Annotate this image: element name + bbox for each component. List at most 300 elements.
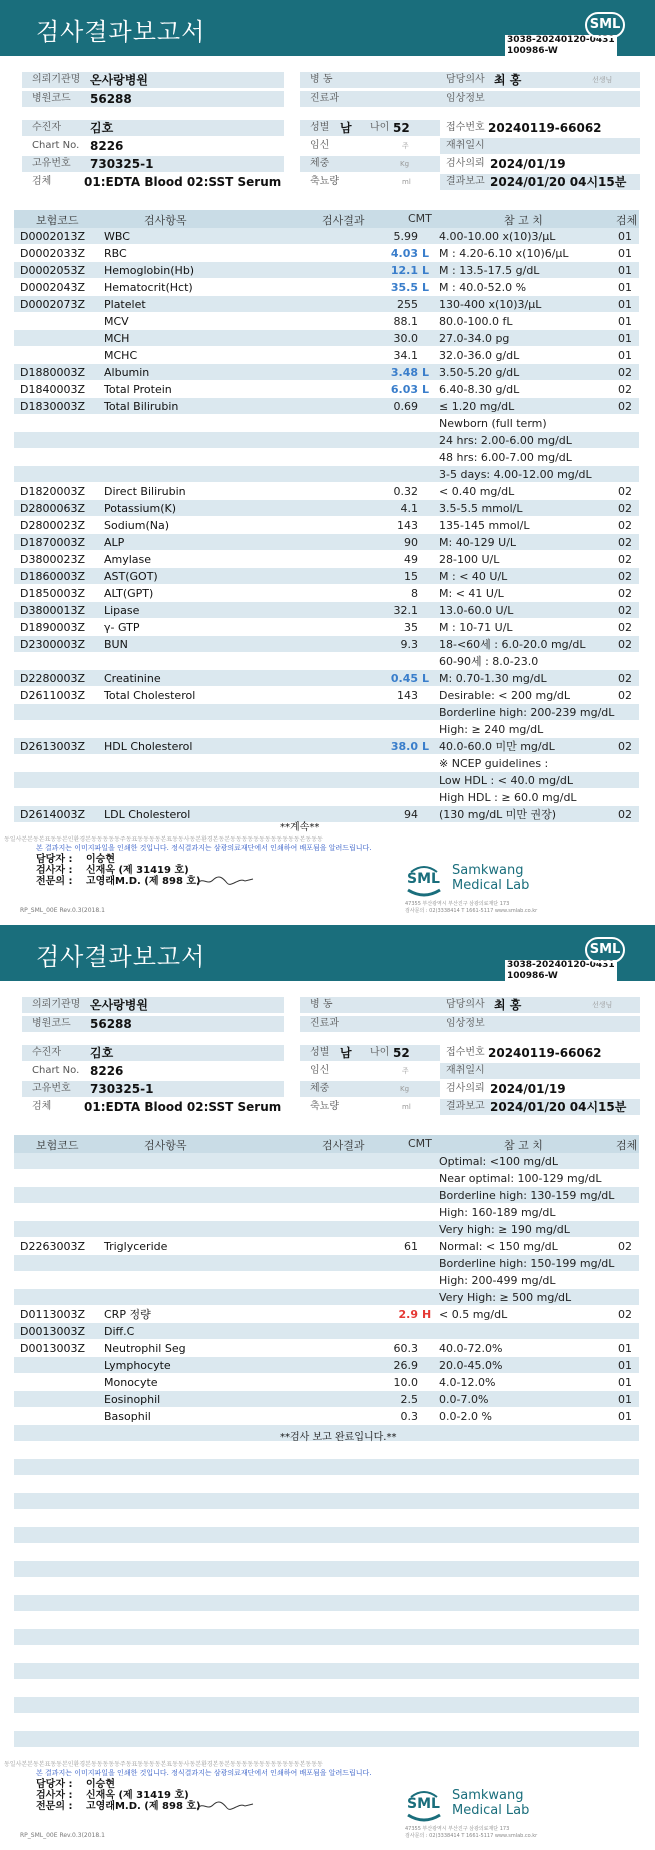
table-row [14, 1408, 639, 1425]
table-row [14, 1510, 639, 1527]
sml-mark-text: SML [407, 871, 440, 887]
table-row [14, 1544, 639, 1561]
report-header [0, 0, 655, 56]
table-row [14, 1476, 639, 1493]
col-result: 검사결과 [322, 214, 365, 227]
row-result: 143 [397, 689, 418, 702]
report-label: 결과보고 [446, 1101, 485, 1112]
row-reference: 40.0-72.0% [439, 1342, 503, 1355]
table-row [14, 1153, 639, 1170]
row-reference: M : 40.0-52.0 % [439, 281, 527, 294]
row-code: D0002053Z [20, 264, 85, 277]
table-row [14, 262, 639, 279]
table-row [14, 483, 639, 500]
row-test-name: MCV [104, 315, 129, 328]
receipt-label: 접수번호 [446, 1047, 485, 1058]
preg-unit: 주 [402, 142, 409, 150]
row-result: 2.5 [400, 1393, 418, 1406]
sex: 남 [340, 1046, 352, 1060]
table-row [14, 619, 639, 636]
row-reference: 130-400 x(10)3/μL [439, 298, 542, 311]
table-row [14, 806, 639, 823]
report-title: 검사결과보고서 [36, 943, 206, 971]
sml-logo: SML [585, 12, 625, 38]
row-code: D0002073Z [20, 298, 85, 311]
table-row [14, 1255, 639, 1272]
table-row [14, 398, 639, 415]
col-code: 보험코드 [36, 214, 79, 227]
report-header [0, 925, 655, 981]
row-specimen: 02 [618, 621, 632, 634]
row-test-name: Lymphocyte [104, 1359, 171, 1372]
table-row [14, 1697, 639, 1714]
table-row [14, 772, 639, 789]
table-row [14, 1629, 639, 1646]
lab-contact: 검사문의 : 02)3338414 T 1661-5117 www.smlab.co.kr [405, 1833, 538, 1839]
urine-unit: ml [402, 1103, 411, 1111]
row-specimen: 01 [618, 1376, 632, 1389]
weight-label: 체중 [310, 1083, 330, 1094]
row-code: D1820003Z [20, 485, 85, 498]
row-reference: < 0.5 mg/dL [439, 1308, 508, 1321]
row-test-name: HDL Cholesterol [104, 740, 193, 753]
ward-label: 병 동 [310, 74, 333, 85]
doctor: 최 홍 [494, 998, 522, 1012]
row-code: D1890003Z [20, 621, 85, 634]
doc-number: 3038-20240120-0431 100986-W [507, 960, 615, 981]
table-row [14, 1578, 639, 1595]
row-test-name: Creatinine [104, 672, 161, 685]
table-row [14, 653, 639, 670]
row-specimen: 02 [618, 1308, 632, 1321]
row-test-name: MCHC [104, 349, 138, 362]
specimen-label: 검체 [32, 176, 52, 187]
row-reference: ≤ 1.20 mg/dL [439, 400, 515, 413]
table-row [14, 534, 639, 551]
row-test-name: γ- GTP [104, 621, 140, 634]
row-reference: M : 10-71 U/L [439, 621, 513, 634]
row-code: D1860003Z [20, 570, 85, 583]
row-result: 0.3 [400, 1410, 418, 1423]
row-test-name: Albumin [104, 366, 150, 379]
row-specimen: 02 [618, 689, 632, 702]
row-test-name: Sodium(Na) [104, 519, 169, 532]
table-row [14, 1357, 639, 1374]
table-row [14, 721, 639, 738]
sml-lab-logo [405, 1785, 555, 1825]
row-result: 3.48 [390, 366, 418, 379]
table-row [14, 364, 639, 381]
row-specimen: 02 [618, 740, 632, 753]
row-test-name: Neutrophil Seg [104, 1342, 186, 1355]
row-result: 26.9 [393, 1359, 418, 1372]
row-code: D2800023Z [20, 519, 85, 532]
table-row [14, 789, 639, 806]
recollect-label: 재취일시 [446, 1065, 485, 1076]
recollect-label: 재취일시 [446, 140, 485, 151]
id-no: 730325-1 [90, 157, 154, 171]
row-result: 38.0 [390, 740, 418, 753]
row-result: 4.03 [390, 247, 418, 260]
lab-address: 47355 부산광역시 부산진구 삼광의료재단 173 [405, 1826, 510, 1832]
row-specimen: 01 [618, 1410, 632, 1423]
row-reference: Borderline high: 200-239 mg/dL [439, 706, 615, 719]
row-specimen: 01 [618, 1359, 632, 1372]
hospital-code: 56288 [90, 92, 132, 106]
col-name: 검사항목 [144, 214, 187, 227]
row-specimen: 01 [618, 315, 632, 328]
row-specimen: 02 [618, 519, 632, 532]
doctor-suffix: 선생님 [592, 76, 613, 84]
table-row [14, 432, 639, 449]
table-row [14, 1340, 639, 1357]
specialist-line: 전문의 : 고영래M.D. (제 898 호) [36, 876, 201, 887]
row-specimen: 02 [618, 672, 632, 685]
table-row [14, 1493, 639, 1510]
row-test-name: Platelet [104, 298, 146, 311]
row-reference: M: < 41 U/L [439, 587, 504, 600]
table-row [14, 500, 639, 517]
specimen: 01:EDTA Blood 02:SST Serum [84, 1100, 282, 1114]
table-row [14, 1187, 639, 1204]
preg-label: 임신 [310, 140, 330, 151]
row-result: 9.3 [400, 638, 418, 651]
row-reference: 13.0-60.0 U/L [439, 604, 514, 617]
results-table-body [14, 228, 639, 823]
id-label: 고유번호 [32, 1083, 71, 1094]
table-row [14, 670, 639, 687]
table-row [14, 245, 639, 262]
report-date: 2024/01/20 04시15분 [490, 175, 627, 189]
receipt-no: 20240119-66062 [488, 1046, 602, 1060]
results-table-header [14, 210, 639, 228]
sex: 남 [340, 121, 352, 135]
person-line: 담당자 : 이승현 [36, 1779, 115, 1790]
row-test-name: Basophil [104, 1410, 151, 1423]
row-reference: < 0.40 mg/dL [439, 485, 515, 498]
age: 52 [393, 121, 410, 135]
hospital-code: 56288 [90, 1017, 132, 1031]
report-page-2 [0, 925, 655, 1850]
patient-name: 김호 [90, 1046, 114, 1060]
row-reference: 0.0-2.0 % [439, 1410, 492, 1423]
row-specimen: 02 [618, 485, 632, 498]
id-no: 730325-1 [90, 1082, 154, 1096]
table-row [14, 1612, 639, 1629]
table-row [14, 551, 639, 568]
row-test-name: Hematocrit(Hct) [104, 281, 193, 294]
row-code: D2611003Z [20, 689, 85, 702]
row-specimen: 02 [618, 587, 632, 600]
row-specimen: 01 [618, 281, 632, 294]
table-row [14, 1289, 639, 1306]
row-reference: High: ≥ 240 mg/dL [439, 723, 544, 736]
footer-note: 본 결과지는 이미지파일을 인쇄한 것입니다. 정식결과지는 삼광의료재단에서 인쇄하여 배포됨을 알려드립니다. [36, 1769, 372, 1777]
row-specimen: 01 [618, 1342, 632, 1355]
row-reference: M : 4.20-6.10 x(10)6/μL [439, 247, 569, 260]
row-code: D2300003Z [20, 638, 85, 651]
report-footer [0, 834, 655, 914]
row-result: 0.45 [390, 672, 418, 685]
row-code: D1840003Z [20, 383, 85, 396]
sml-lab-logo [405, 860, 555, 900]
results-table-body [14, 1153, 639, 1748]
table-row [14, 1731, 639, 1748]
table-row [14, 1680, 639, 1697]
row-code: D0113003Z [20, 1308, 85, 1321]
col-chk: 검체 [616, 214, 638, 227]
row-code: D0002043Z [20, 281, 85, 294]
row-test-name: AST(GOT) [104, 570, 158, 583]
row-test-name: BUN [104, 638, 128, 651]
table-row [14, 1374, 639, 1391]
row-result: 60.3 [393, 1342, 418, 1355]
table-row [14, 636, 639, 653]
lab-name: Samkwang Medical Lab [452, 863, 530, 893]
table-row [14, 1714, 639, 1731]
age-label: 나이 [370, 122, 390, 133]
row-specimen: 02 [618, 400, 632, 413]
row-specimen: 01 [618, 298, 632, 311]
sex-label: 성별 [310, 1047, 330, 1058]
patient-label: 수진자 [32, 1047, 61, 1058]
row-specimen: 02 [618, 553, 632, 566]
weight-unit: Kg [400, 160, 410, 168]
footer-note: 본 결과지는 이미지파일을 인쇄한 것입니다. 정식결과지는 삼광의료재단에서 인쇄하여 배포됨을 알려드립니다. [36, 844, 372, 852]
row-code: D3800023Z [20, 553, 85, 566]
row-result: 61 [404, 1240, 418, 1253]
table-row [14, 415, 639, 432]
row-reference: 3.5-5.5 mmol/L [439, 502, 523, 515]
report-date: 2024/01/20 04시15분 [490, 1100, 627, 1114]
row-code: D2613003Z [20, 740, 85, 753]
receipt-no: 20240119-66062 [488, 121, 602, 135]
doctor: 최 홍 [494, 73, 522, 87]
table-row [14, 687, 639, 704]
lab-name: Samkwang Medical Lab [452, 1788, 530, 1818]
id-label: 고유번호 [32, 158, 71, 169]
row-reference: 80.0-100.0 fL [439, 315, 513, 328]
table-row [14, 1561, 639, 1578]
table-row [14, 381, 639, 398]
doctor-suffix: 선생님 [592, 1001, 613, 1009]
report-label: 결과보고 [446, 176, 485, 187]
row-test-name: Total Cholesterol [104, 689, 196, 702]
results-table-header [14, 1135, 639, 1153]
doc-number: 3038-20240120-0431 100986-W [507, 35, 615, 56]
row-test-name: Direct Bilirubin [104, 485, 186, 498]
row-code: D2280003Z [20, 672, 85, 685]
hospital-code-label: 병원코드 [32, 1018, 71, 1029]
table-row [14, 1170, 639, 1187]
row-specimen: 01 [618, 332, 632, 345]
specimen-label: 검체 [32, 1101, 52, 1112]
table-row [14, 568, 639, 585]
row-specimen: 01 [618, 247, 632, 260]
age-label: 나이 [370, 1047, 390, 1058]
row-result: 5.99 [393, 230, 418, 243]
table-row [14, 347, 639, 364]
dept-label: 진료과 [310, 1018, 339, 1029]
row-reference: M : < 40 U/L [439, 570, 508, 583]
row-result: 8 [411, 587, 418, 600]
urine-unit: ml [402, 178, 411, 186]
row-reference: 32.0-36.0 g/dL [439, 349, 520, 362]
lab-address: 47355 부산광역시 부산진구 삼광의료재단 173 [405, 901, 510, 907]
col-cmt: CMT [408, 212, 432, 225]
row-result: 10.0 [393, 1376, 418, 1389]
chart-label: Chart No. [32, 1065, 80, 1076]
table-row [14, 1595, 639, 1612]
row-reference: Normal: < 150 mg/dL [439, 1240, 558, 1253]
table-row [14, 1459, 639, 1476]
row-reference: Borderline high: 130-159 mg/dL [439, 1189, 615, 1202]
row-specimen: 02 [618, 604, 632, 617]
table-row [14, 1663, 639, 1680]
row-reference: M: 0.70-1.30 mg/dL [439, 672, 547, 685]
row-result: 49 [404, 553, 418, 566]
sml-logo: SML [585, 937, 625, 963]
row-specimen: 02 [618, 536, 632, 549]
sml-mark-text: SML [407, 1796, 440, 1812]
clinical-label: 임상정보 [446, 1018, 485, 1029]
examiner-line: 검사자 : 신재옥 (제 31419 호) [36, 865, 189, 876]
row-code: D0002013Z [20, 230, 85, 243]
form-code: RP_SML_00E Rev.0.3(2018.1 [20, 907, 105, 914]
row-code: D2800063Z [20, 502, 85, 515]
col-result: 검사결과 [322, 1139, 365, 1152]
specialist-line: 전문의 : 고영래M.D. (제 898 호) [36, 1801, 201, 1812]
row-result: 30.0 [393, 332, 418, 345]
row-reference: 40.0-60.0 미만 mg/dL [439, 740, 555, 753]
row-result: 2.9 [398, 1308, 418, 1321]
row-test-name: Eosinophil [104, 1393, 161, 1406]
row-test-name: Triglyceride [104, 1240, 168, 1253]
institution: 온사랑병원 [90, 73, 148, 87]
row-specimen: 02 [618, 383, 632, 396]
institution-label: 의뢰기관명 [32, 999, 81, 1010]
row-code: D1850003Z [20, 587, 85, 600]
form-code: RP_SML_00E Rev.0.3(2018.1 [20, 1832, 105, 1839]
row-reference: Very high: ≥ 190 mg/dL [439, 1223, 570, 1236]
row-reference: M : 13.5-17.5 g/dL [439, 264, 540, 277]
row-reference: 48 hrs: 6.00-7.00 mg/dL [439, 451, 572, 464]
chart-no: 8226 [90, 1064, 124, 1078]
row-reference: 0.0-7.0% [439, 1393, 489, 1406]
row-reference: 4.00-10.00 x(10)3/μL [439, 230, 556, 243]
row-code: D3800013Z [20, 604, 85, 617]
table-row [14, 585, 639, 602]
preg-unit: 주 [402, 1067, 409, 1075]
specimen: 01:EDTA Blood 02:SST Serum [84, 175, 282, 189]
row-specimen: 02 [618, 1240, 632, 1253]
table-row [14, 1391, 639, 1408]
row-result: 88.1 [393, 315, 418, 328]
row-result: 255 [397, 298, 418, 311]
col-cmt: CMT [408, 1137, 432, 1150]
table-row [14, 279, 639, 296]
signature-image [195, 874, 255, 888]
doctor-label: 담당의사 [446, 74, 485, 85]
row-test-name: Amylase [104, 553, 152, 566]
hospital-code-label: 병원코드 [32, 93, 71, 104]
row-code: D1830003Z [20, 400, 85, 413]
doctor-label: 담당의사 [446, 999, 485, 1010]
row-reference: 18-<60세 : 6.0-20.0 mg/dL [439, 638, 586, 651]
report-complete-marker: **검사 보고 완료입니다.** [280, 1432, 397, 1443]
table-row [14, 1527, 639, 1544]
table-row [14, 1646, 639, 1663]
row-result: 34.1 [393, 349, 418, 362]
footer-dots: 동일사본본동본표동동본인환경본동동동동동주동표동동동동본표동동사동본환경본동본동동동동동동동동동동동동본동동동 [4, 836, 323, 843]
row-result: 35.5 [390, 281, 418, 294]
row-test-name: MCH [104, 332, 130, 345]
request-date: 2024/01/19 [490, 157, 566, 171]
lab-contact: 검사문의 : 02)3338414 T 1661-5117 www.smlab.co.kr [405, 908, 538, 914]
row-specimen: 02 [618, 638, 632, 651]
row-result: 4.1 [400, 502, 418, 515]
row-reference: Very High: ≥ 500 mg/dL [439, 1291, 572, 1304]
row-result: 32.1 [393, 604, 418, 617]
row-test-name: ALT(GPT) [104, 587, 154, 600]
row-flag: L [422, 264, 430, 277]
row-specimen: 02 [618, 570, 632, 583]
table-row [14, 466, 639, 483]
table-row [14, 228, 639, 245]
table-row [14, 517, 639, 534]
row-reference: Newborn (full term) [439, 417, 547, 430]
table-row [14, 1442, 639, 1459]
table-row [14, 602, 639, 619]
row-reference: 6.40-8.30 g/dL [439, 383, 520, 396]
continue-marker: **계속** [280, 822, 320, 833]
table-row [14, 704, 639, 721]
table-row [14, 1204, 639, 1221]
institution: 온사랑병원 [90, 998, 148, 1012]
chart-no: 8226 [90, 139, 124, 153]
row-reference: 4.0-12.0% [439, 1376, 496, 1389]
row-reference: Borderline high: 150-199 mg/dL [439, 1257, 615, 1270]
row-reference: Optimal: <100 mg/dL [439, 1155, 558, 1168]
table-row [14, 1272, 639, 1289]
row-flag: L [422, 383, 430, 396]
table-row [14, 330, 639, 347]
row-code: D1870003Z [20, 536, 85, 549]
col-ref: 참 고 치 [504, 214, 543, 227]
row-reference: 3.50-5.20 g/dL [439, 366, 520, 379]
row-reference: 24 hrs: 2.00-6.00 mg/dL [439, 434, 572, 447]
col-code: 보험코드 [36, 1139, 79, 1152]
row-flag: L [422, 281, 430, 294]
row-flag: L [422, 366, 430, 379]
row-reference: 27.0-34.0 pg [439, 332, 510, 345]
row-result: 0.32 [393, 485, 418, 498]
row-reference: High HDL : ≥ 60.0 mg/dL [439, 791, 577, 804]
row-code: D1880003Z [20, 366, 85, 379]
report-title: 검사결과보고서 [36, 18, 206, 46]
table-row [14, 1238, 639, 1255]
row-reference: Low HDL : < 40.0 mg/dL [439, 774, 573, 787]
table-row [14, 1221, 639, 1238]
row-result: 90 [404, 536, 418, 549]
row-test-name: RBC [104, 247, 127, 260]
row-reference: 60-90세 : 8.0-23.0 [439, 655, 539, 668]
table-row [14, 1323, 639, 1340]
patient-name: 김호 [90, 121, 114, 135]
weight-label: 체중 [310, 158, 330, 169]
row-reference: Near optimal: 100-129 mg/dL [439, 1172, 602, 1185]
row-result: 15 [404, 570, 418, 583]
